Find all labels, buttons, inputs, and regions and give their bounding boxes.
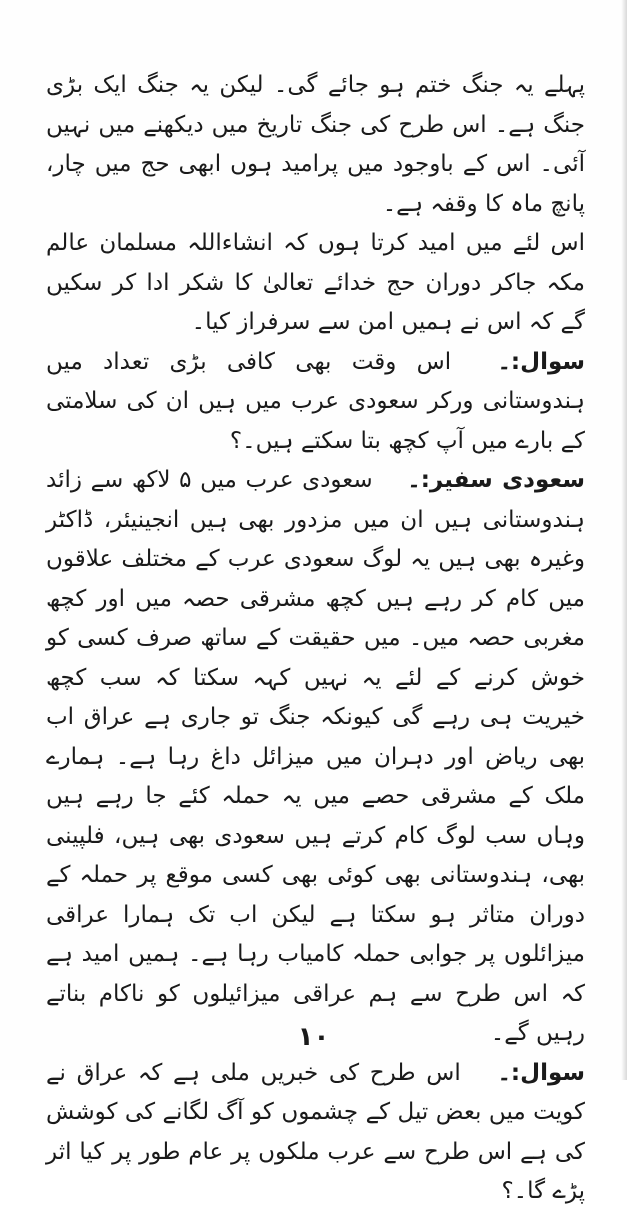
question-1-text: اس وقت بھی کافی بڑی تعداد میں ہندوستانی ورکر سعودی عرب میں ہیں ان کی سلامتی کے بارے میں آپ کچھ بتا سکتے ہیں۔؟ [46, 348, 585, 454]
answer-1-label: سعودی سفیر:۔ [407, 467, 585, 493]
paragraph-2-text: اس لئے میں امید کرتا ہوں کہ انشاءاللہ مسلمان عالم مکہ جاکر دوران حج خدائے تعالیٰ کا شکر ادا کر سکیں گے کہ اس نے ہمیں امن سے سرفراز کیا۔ [46, 230, 585, 335]
page-number: ۱۰ [297, 1022, 330, 1052]
question-2 [46, 1054, 585, 1212]
question-1 [46, 343, 585, 462]
answer-1 [46, 461, 585, 1054]
question-1-label: سوال:۔ [497, 348, 585, 375]
paragraph-1 [46, 66, 585, 224]
paragraph-1-text: پہلے یہ جنگ ختم ہو جائے گی۔ لیکن یہ جنگ ایک بڑی جنگ ہے۔ اس طرح کی جنگ تاریخ میں دیکھنے میں نہیں آئی۔ اس کے باوجود میں پرامید ہوں ابھی حج میں چار، پانچ ماہ کا وقفہ ہے۔ [46, 72, 585, 217]
question-2-label: سوال:۔ [497, 1059, 586, 1086]
question-2-text: اس طرح کی خبریں ملی ہے کہ عراق نے کویت میں بعض تیل کے چشموں کو آگ لگانے کی کوشش کی ہے اس طرح سے عرب ملکوں پر عام طور پر کیا اثر پڑے گا۔؟ [46, 1059, 585, 1204]
page-edge [621, 0, 627, 1080]
answer-1-text: سعودی عرب میں ۵ لاکھ سے زائد ہندوستانی ہیں ان میں مزدور بھی ہیں انجینیئر، ڈاکٹر وغیرہ بھی ہیں یہ لوگ سعودی عرب کے مختلف علاقوں میں کام کر رہے ہیں کچھ مشرقی حصہ میں اور کچھ مغربی حصہ میں۔ میں حقیقت کے ساتھ صرف کسی کو خوش کرنے کے لئے یہ نہیں کہہ سکتا کہ سب کچھ خیریت ہی رہے گی کیونکہ جنگ تو جاری ہے عراق اب بھی ریاض اور دہران میں میزائل داغ رہا ہے۔ ہمارے ملک کے مشرقی حصے میں یہ حملہ کئے جا رہے ہیں وہاں سب لوگ کام کرتے ہیں سعودی بھی ہیں، فلپینی بھی، ہندوستانی بھی کوئی بھی کسی موقع پر حملہ کے دوران متاثر ہو سکتا ہے لیکن اب تک ہمارا عراقی میزائلوں پر جوابی حملہ کامیاب رہا ہے۔ ہمیں امید ہے کہ اس طرح سے ہم عراقی میزائیلوں کو ناکام بناتے رہیں گے۔ [46, 467, 585, 1046]
paragraph-2 [46, 224, 585, 343]
